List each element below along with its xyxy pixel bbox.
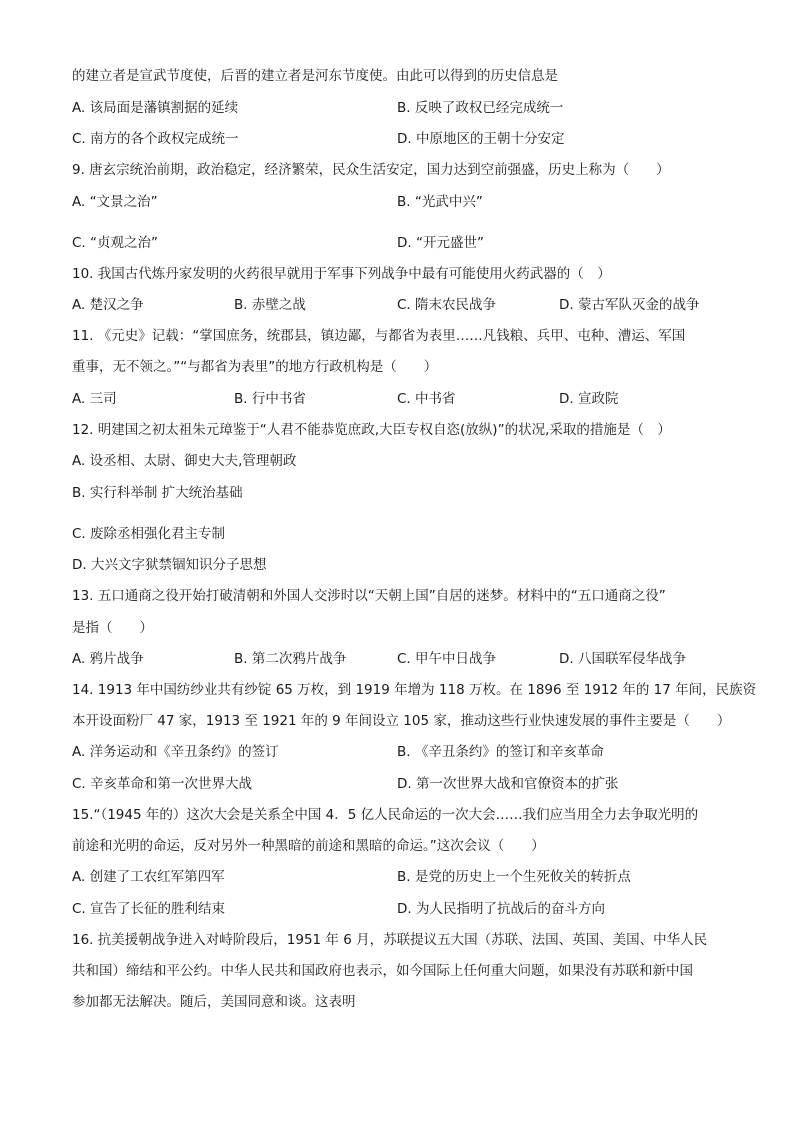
q10-option-c: C. 隋末农民战争 bbox=[397, 297, 497, 313]
q8-option-a: A. 该局面是藩镇割据的延续 bbox=[72, 100, 239, 116]
q11-option-a: A. 三司 bbox=[72, 391, 117, 407]
q14-option-a: A. 洋务运动和《辛丑条约》的签订 bbox=[72, 744, 279, 760]
q8-stem-continuation: 的建立者是宣武节度使，后晋的建立者是河东节度使。由此可以得到的历史信息是 bbox=[72, 68, 558, 84]
q13-stem-line-1: 13. 五口通商之役开始打破清朝和外国人交涉时以“天朝上国”自居的迷梦。材料中的“五口通商之役” bbox=[72, 588, 666, 604]
q15-option-a: A. 创建了工农红军第四军 bbox=[72, 869, 225, 885]
q9-option-c: C. “贞观之治” bbox=[72, 235, 158, 251]
q15-option-d: D. 为人民指明了抗战后的奋斗方向 bbox=[397, 901, 605, 917]
q12-stem: 12. 明建国之初太祖朱元璋鉴于“人君不能恭览庶政,大臣专权自恣(放纵)”的状况,采取的措施是（ ） bbox=[72, 422, 671, 438]
q12-option-a: A. 设丞相、太尉、御史大夫,管理朝政 bbox=[72, 453, 297, 469]
q14-option-b: B. 《辛丑条约》的签订和辛亥革命 bbox=[397, 744, 604, 760]
q12-option-d: D. 大兴文字狱禁锢知识分子思想 bbox=[72, 557, 267, 573]
q12-option-b: B. 实行科举制 扩大统治基础 bbox=[72, 485, 243, 501]
q14-stem-line-2: 本开设面粉厂 47 家，1913 至 1921 年的 9 年间设立 105 家，推动这些行业快速发展的事件主要是（ ） bbox=[72, 713, 731, 729]
q11-option-c: C. 中书省 bbox=[397, 391, 456, 407]
q13-option-c: C. 甲午中日战争 bbox=[397, 651, 497, 667]
q15-option-b: B. 是党的历史上一个生死攸关的转折点 bbox=[397, 869, 631, 885]
q9-option-a: A. “文景之治” bbox=[72, 194, 158, 210]
q14-option-d: D. 第一次世界大战和官僚资本的扩张 bbox=[397, 776, 619, 792]
q13-stem-line-2: 是指（ ） bbox=[72, 620, 153, 636]
q11-stem-line-2: 重事，无不领之。”“与都省为表里”的地方行政机构是（ ） bbox=[72, 359, 438, 375]
q14-stem-line-1: 14. 1913 年中国纺纱业共有纱锭 65 万枚，到 1919 年增为 118 万枚。在 1896 至 1912 年的 17 年间，民族资 bbox=[72, 682, 757, 698]
q11-stem-line-1: 11. 《元史》记载：“掌国庶务，统郡县，镇边鄙，与都省为表里……凡钱粮、兵甲、屯种、漕运、军国 bbox=[72, 328, 686, 344]
q8-option-c: C. 南方的各个政权完成统一 bbox=[72, 131, 239, 147]
q9-option-b: B. “光武中兴” bbox=[397, 194, 483, 210]
q15-stem-line-1: 15.“（1945 年的）这次大会是关系全中国 4．5 亿人民命运的一次大会……我们应当用全力去争取光明的 bbox=[72, 807, 699, 823]
q15-option-c: C. 宣告了长征的胜利结束 bbox=[72, 901, 226, 917]
q10-stem: 10. 我国古代炼丹家发明的火药很早就用于军事下列战争中最有可能使用火药武器的（ ） bbox=[72, 266, 611, 282]
q10-option-b: B. 赤壁之战 bbox=[234, 297, 306, 313]
q12-option-c: C. 废除丞相强化君主专制 bbox=[72, 526, 226, 542]
q16-stem-line-2: 共和国）缔结和平公约。中华人民共和国政府也表示，如今国际上任何重大问题，如果没有苏联和新中国 bbox=[72, 963, 693, 979]
q13-option-b: B. 第二次鸦片战争 bbox=[234, 651, 347, 667]
q13-option-a: A. 鸦片战争 bbox=[72, 651, 144, 667]
q11-option-d: D. 宣政院 bbox=[559, 391, 619, 407]
q8-option-d: D. 中原地区的王朝十分安定 bbox=[397, 131, 565, 147]
q10-option-d: D. 蒙古军队灭金的战争 bbox=[559, 297, 700, 313]
q16-stem-line-1: 16. 抗美援朝战争进入对峙阶段后，1951 年 6 月，苏联提议五大国（苏联、法国、英国、美国、中华人民 bbox=[72, 932, 708, 948]
q10-option-a: A. 楚汉之争 bbox=[72, 297, 144, 313]
q9-option-d: D. “开元盛世” bbox=[397, 235, 484, 251]
q14-option-c: C. 辛亥革命和第一次世界大战 bbox=[72, 776, 253, 792]
q15-stem-line-2: 前途和光明的命运，反对另外一种黑暗的前途和黑暗的命运。”这次会议（ ） bbox=[72, 838, 545, 854]
q16-stem-line-3: 参加都无法解决。随后，美国同意和谈。这表明 bbox=[72, 994, 356, 1010]
q13-option-d: D. 八国联军侵华战争 bbox=[559, 651, 686, 667]
q8-option-b: B. 反映了政权已经完成统一 bbox=[397, 100, 564, 116]
q11-option-b: B. 行中书省 bbox=[234, 391, 306, 407]
q9-stem: 9. 唐玄宗统治前期，政治稳定，经济繁荣，民众生活安定，国力达到空前强盛，历史上称为（ ） bbox=[72, 162, 670, 178]
